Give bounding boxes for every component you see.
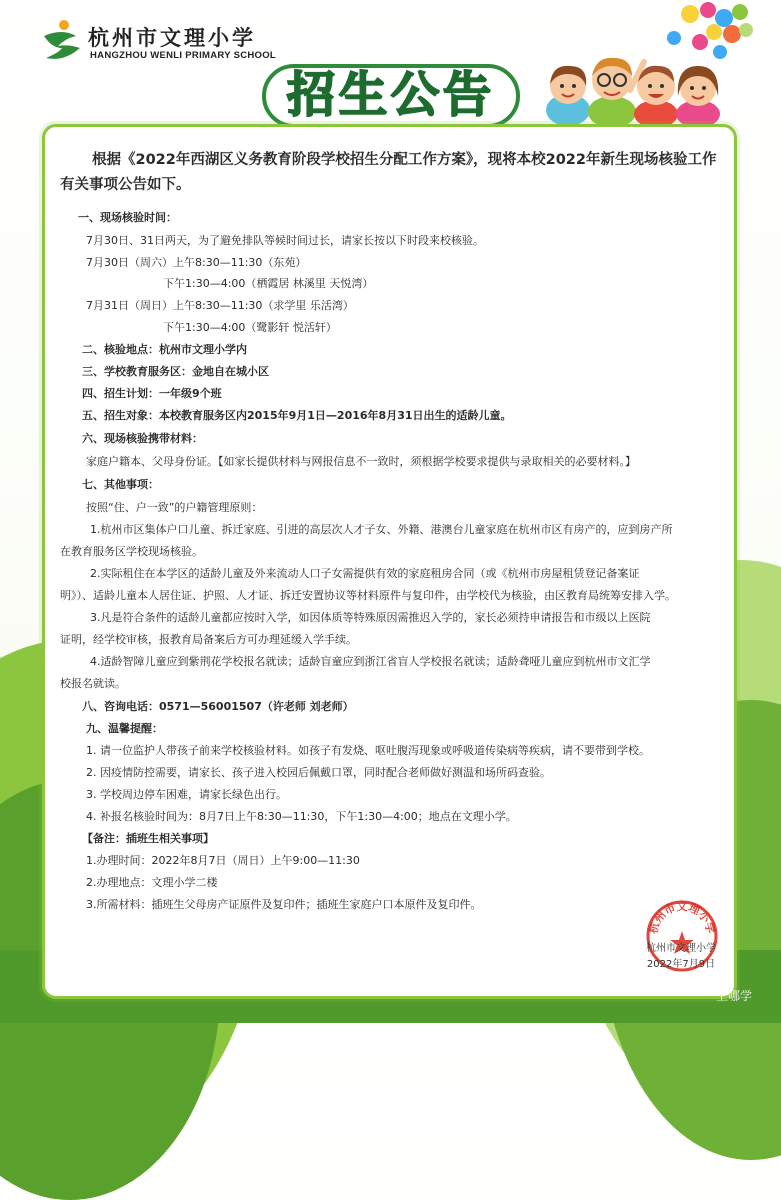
- notice-line: 七、其他事项：: [82, 478, 159, 491]
- notice-line: 下午1:30—4:00（鹭影轩 悦活轩）: [163, 321, 337, 334]
- signature-org: 杭州市文理小学: [646, 943, 716, 954]
- notice-line: 1.杭州市区集体户口儿童、拆迁家庭、引进的高层次人才子女、外籍、港澳台儿童家庭在杭州市区有房产的，应到房产所: [90, 523, 673, 536]
- school-name-cn: 杭州市文理小学: [88, 25, 256, 50]
- notice-line: 在教育服务区学校现场核验。: [60, 545, 203, 558]
- notice-line: 五、招生对象：本校教育服务区内2015年9月1日—2016年8月31日出生的适龄儿童。: [82, 409, 512, 422]
- notice-line: 2.实际租住在本学区的适龄儿童及外来流动人口子女需提供有效的家庭租房合同（或《杭州市房屋租赁登记备案证: [90, 567, 640, 580]
- notice-line: 3.凡是符合条件的适龄儿童都应按时入学，如因体质等特殊原因需推迟入学的，家长必须持申请报告和市级以上医院: [90, 611, 651, 624]
- notice-line: 3.所需材料：插班生父母房产证原件及复印件；插班生家庭户口本原件及复印件。: [86, 898, 482, 911]
- signature-date: 2022年7月9日: [646, 959, 716, 970]
- kid-4: [676, 66, 720, 125]
- notice-line: 3. 学校周边停车困难，请家长绿色出行。: [86, 788, 287, 801]
- notice-line: 7月30日（周六）上午8:30—11:30（东苑）: [86, 256, 307, 269]
- notice-line: 1. 请一位监护人带孩子前来学校核验材料。如孩子有发烧、呕吐腹泻现象或呼吸道传染病等疾病，请不要带到学校。: [86, 744, 650, 757]
- balloons: [667, 2, 753, 59]
- notice-line: 4. 补报名核验时间为：8月7日上午8:30—11:30，下午1:30—4:00；地点在文理小学。: [86, 810, 517, 823]
- notice-line: 2.办理地点：文理小学二楼: [86, 876, 218, 889]
- notice-line: 六、现场核验携带材料：: [82, 432, 203, 445]
- notice-line: 九、温馨提醒：: [86, 722, 163, 735]
- seal-text: 杭州市文理小学: [646, 900, 718, 935]
- notice-line: 二、核验地点：杭州市文理小学内: [82, 343, 247, 356]
- kid-1: [546, 66, 590, 125]
- notice-line: 4.适龄智障儿童应到紫荆花学校报名就读；适龄盲童应到浙江省盲人学校报名就读；适龄聋哑儿童应到杭州市文汇学: [90, 655, 651, 668]
- notice-line: 按照“住、户一致”的户籍管理原则：: [86, 501, 263, 514]
- notice-line: 明》）、适龄儿童本人居住证、护照、人才证、拆迁安置协议等材料原件与复印件，由学校代为核验，由区教育局统筹安排入学。: [60, 589, 676, 602]
- notice-line: 四、招生计划：一年级9个班: [82, 387, 222, 400]
- notice-line: 1.办理时间：2022年8月7日（周日）上午9:00—11:30: [86, 854, 360, 867]
- svg-text:杭州市文理小学: [646, 899, 719, 935]
- notice-line: 【备注：插班生相关事项】: [82, 832, 214, 845]
- notice-line: 家庭户籍本、父母身份证。【如家长提供材料与网报信息不一致时，须根据学校要求提供与录取相关的必要材料。】: [86, 455, 636, 468]
- children-balloons-illustration: [532, 0, 772, 125]
- notice-line: 三、学校教育服务区：金地自在城小区: [82, 365, 269, 378]
- notice-line: 校报名就读。: [60, 677, 126, 690]
- notice-line: 7月31日（周日）上午8:30—11:30（求学里 乐活湾）: [86, 299, 354, 312]
- notice-line: 2. 因疫情防控需要，请家长、孩子进入校园后佩戴口罩，同时配合老师做好测温和场所码查验。: [86, 766, 551, 779]
- title-banner: [262, 60, 520, 130]
- notice-line: 一、现场核验时间：: [78, 211, 177, 224]
- kid-3: [634, 66, 678, 125]
- notice-line: 证明，经学校审核，报教育局备案后方可办理延缓入学手续。: [60, 633, 357, 646]
- notice-intro: 根据《2022年西湖区义务教育阶段学校招生分配工作方案》，现将本校2022年新生现场核验工作有关事项公告如下。: [60, 152, 717, 193]
- page-title: 招生公告: [286, 67, 495, 123]
- notice-line: 下午1:30—4:00（栖霞居 林溪里 天悦湾）: [163, 277, 374, 290]
- notice-line: 7月30日、31日两天，为了避免排队等候时间过长，请家长按以下时段来校核验。: [86, 234, 484, 247]
- school-logo: [40, 18, 280, 68]
- school-name-en: HANGZHOU WENLI PRIMARY SCHOOL: [90, 50, 277, 61]
- watermark: 上哪学: [716, 989, 753, 1003]
- notice-line: 八、咨询电话：0571—56001507（许老师 刘老师）: [82, 700, 354, 713]
- school-logo-icon: [40, 18, 86, 64]
